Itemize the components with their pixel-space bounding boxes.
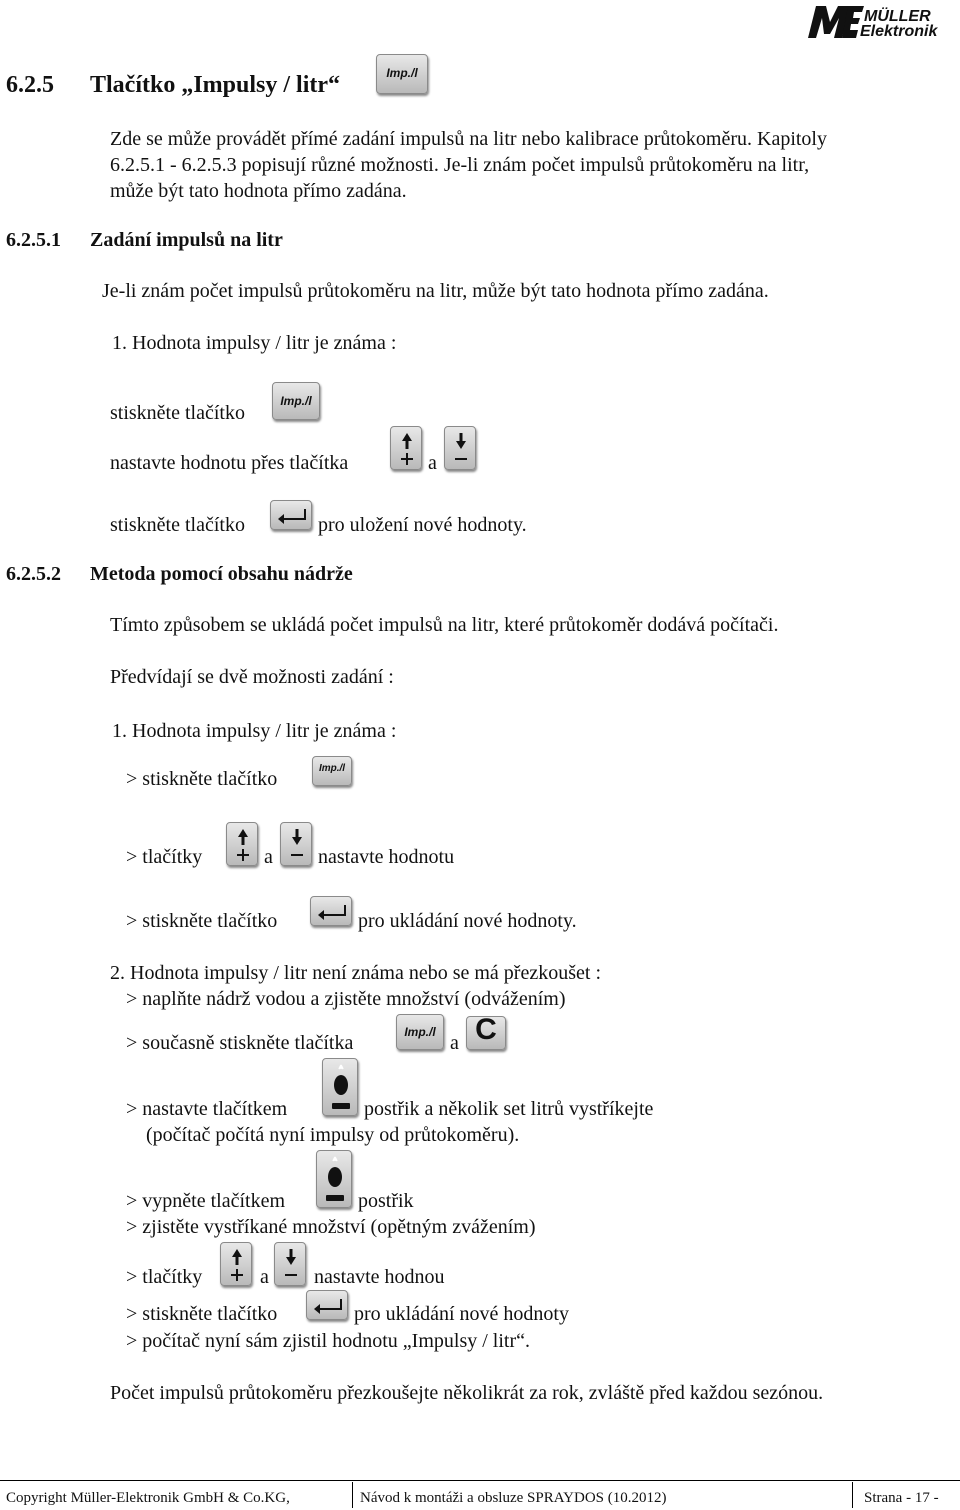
and-text: a (450, 1032, 459, 1054)
option-1-press2: > stiskněte tlačítko (126, 910, 278, 932)
press-button-text: stiskněte tlačítko (110, 514, 245, 536)
logo-top-text: MÜLLER (864, 8, 931, 25)
set-value-text: nastavte hodnotu přes tlačítka (110, 452, 349, 474)
and-text: a (260, 1266, 269, 1288)
and-text: a (264, 846, 273, 868)
section-number: 6.2.5 (6, 72, 54, 98)
option-2-find-out: > zjistěte vystříkané množství (opětným zvážením) (126, 1216, 536, 1238)
option-2-set-with: > nastavte tlačítkem (126, 1098, 288, 1120)
footer-page-number: Strana - 17 - (864, 1490, 939, 1506)
enter-key-icon (306, 1290, 348, 1320)
option-2-heading: 2. Hodnota impulsy / litr není známa nebo se má přezkoušet : (110, 962, 601, 984)
section-title: Tlačítko „Impulsy / litr“ (90, 72, 341, 98)
subsection-2-title: Metoda pomocí obsahu nádrže (90, 563, 353, 585)
option-2-save: pro ukládání nové hodnoty (354, 1303, 569, 1325)
spray-key-icon (322, 1058, 358, 1116)
minus-key-icon (274, 1242, 306, 1286)
imp-key-icon: Imp./l (376, 54, 428, 94)
option-1-keys: > tlačítky (126, 846, 203, 868)
save-new-value-text: pro uložení nové hodnoty. (318, 514, 527, 536)
footer-copyright: Copyright Müller-Elektronik GmbH & Co.KG, (6, 1490, 290, 1506)
option-2-keys: > tlačítky (126, 1266, 203, 1288)
spray-key-icon (316, 1150, 352, 1208)
imp-key-icon: Imp./l (396, 1014, 444, 1050)
minus-key-icon (444, 426, 476, 470)
logo-bottom-text: Elektronik (860, 23, 938, 40)
option-1-save: pro ukládání nové hodnoty. (358, 910, 577, 932)
enter-key-icon (310, 896, 352, 926)
imp-key-icon: Imp./l (312, 756, 352, 786)
option-1-heading: 1. Hodnota impulsy / litr je známa : (112, 720, 397, 742)
closing-paragraph: Počet impulsů průtokoměru přezkoušejte několikrát za rok, zvláště před každou sezónou. (110, 1382, 824, 1404)
option-2-press: > stiskněte tlačítko (126, 1303, 278, 1325)
options-text: Předvídají se dvě možnosti zadání : (110, 666, 394, 688)
option-2-computer-counts: (počítač počítá nyní impulsy od průtokoměru). (146, 1124, 520, 1146)
minus-key-icon (280, 822, 312, 866)
plus-key-icon (220, 1242, 252, 1286)
plus-key-icon (390, 426, 422, 470)
press-button-text: stiskněte tlačítko (110, 402, 245, 424)
option-1-press: > stiskněte tlačítko (126, 768, 278, 790)
clear-key-icon: C (466, 1016, 506, 1050)
option-2-spray-note: postřik a několik set litrů vystříkejte (364, 1098, 654, 1120)
subsection-1-number: 6.2.5.1 (6, 229, 61, 251)
subsection-2-number: 6.2.5.2 (6, 563, 61, 585)
option-2-spray: postřik (358, 1190, 414, 1212)
option-2-fill: > naplňte nádrž vodou a zjistěte množství (odvážením) (126, 988, 566, 1010)
footer-separator (352, 1482, 353, 1508)
option-2-done: > počítač nyní sám zjistil hodnotu „Impulsy / litr“. (126, 1330, 530, 1352)
subsection-1-title: Zadání impulsů na litr (90, 229, 283, 251)
subsection-1-text: Je-li znám počet impulsů průtokoměru na litr, může být tato hodnota přímo zadána. (102, 280, 769, 302)
subsection-2-text: Tímto způsobem se ukládá počet impulsů na litr, které průtokoměr dodává počítači. (110, 614, 779, 636)
option-1-set: nastavte hodnotu (318, 846, 455, 868)
and-text: a (428, 452, 437, 474)
footer-rule (0, 1480, 960, 1481)
footer-manual-title: Návod k montáži a obsluze SPRAYDOS (10.2012) (360, 1490, 667, 1506)
option-2-press-both: > současně stiskněte tlačítka (126, 1032, 354, 1054)
subsection-1-step-heading: 1. Hodnota impulsy / litr je známa : (112, 332, 397, 354)
footer-separator (852, 1482, 853, 1508)
intro-paragraph: Zde se může provádět přímé zadání impulsů na litr nebo kalibrace průtokoměru. Kapitoly 6.2.5.1 - 6.2.5.3 popisují různé možnosti. Je-li znám počet impulsů průtokoměru na litr, může být tato hodnota přímo zadána. (110, 128, 827, 202)
option-2-turn-off: > vypněte tlačítkem (126, 1190, 286, 1212)
muller-elektronik-logo (804, 2, 958, 40)
enter-key-icon (270, 500, 312, 530)
option-2-set-value: nastavte hodnou (314, 1266, 445, 1288)
plus-key-icon (226, 822, 258, 866)
imp-key-icon: Imp./l (272, 382, 320, 420)
